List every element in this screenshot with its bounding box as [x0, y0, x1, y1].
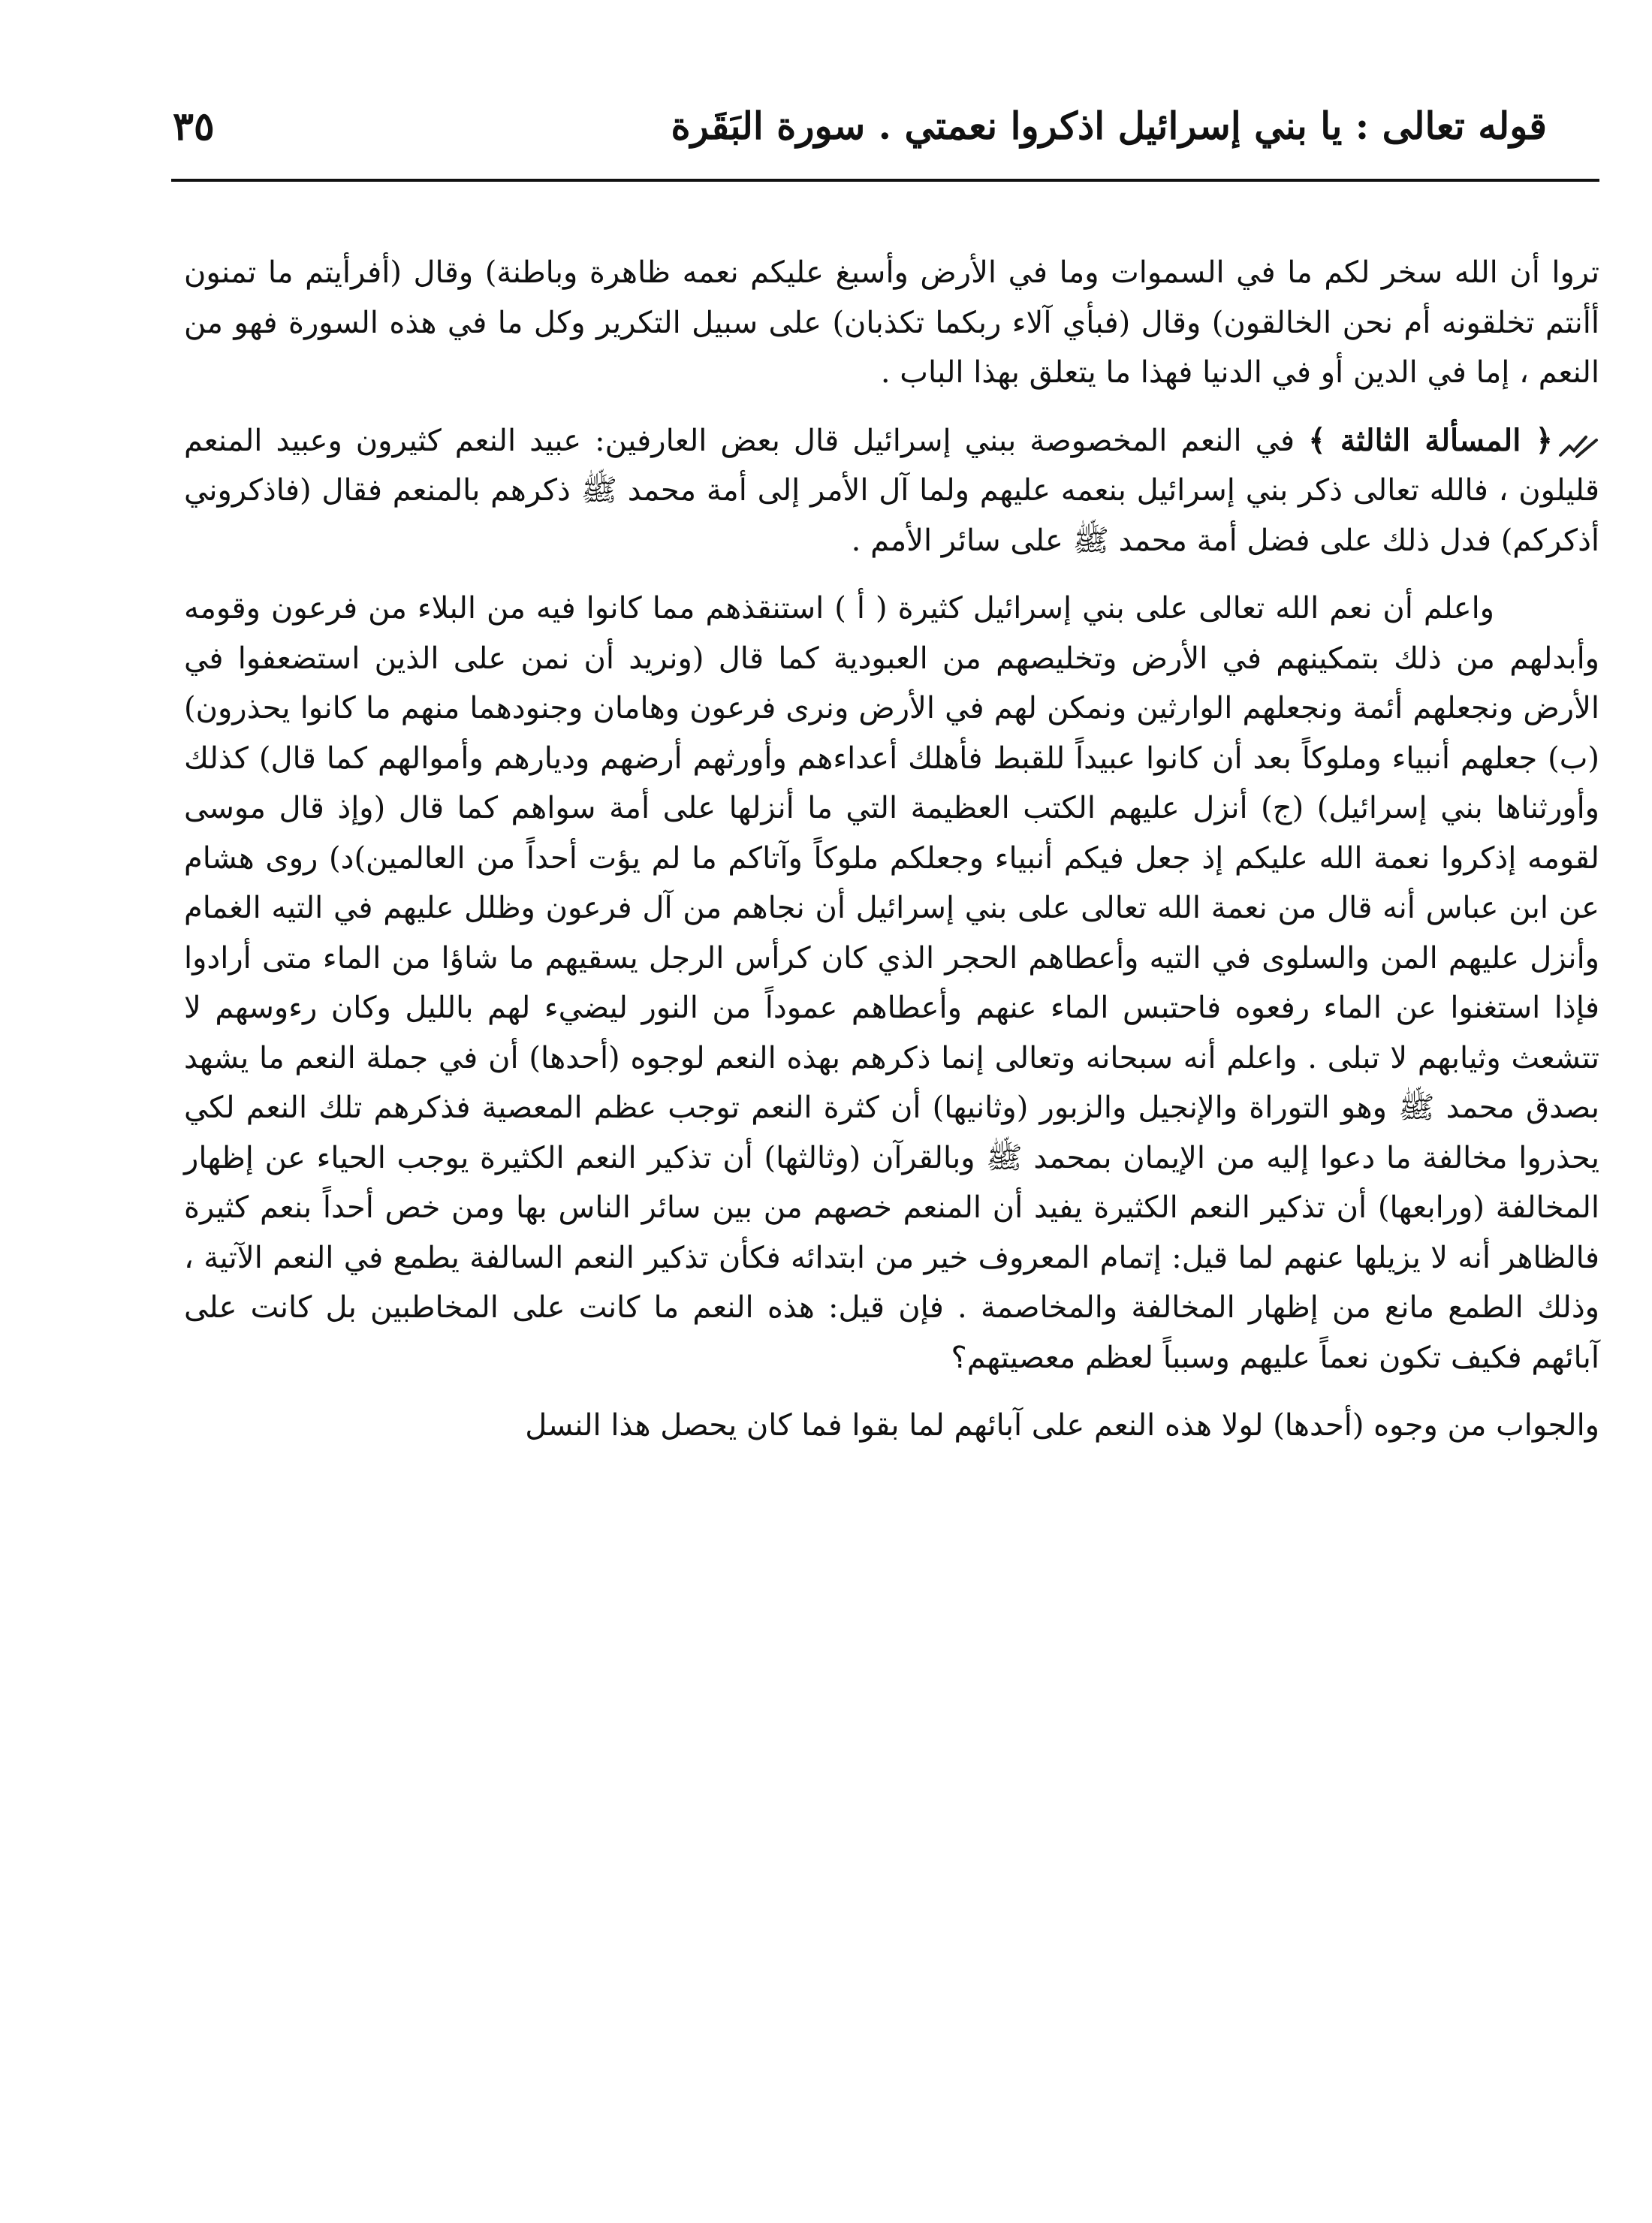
paragraph-4: والجواب من وجوه (أحدها) لولا هذه النعم على آبائهم لما بقوا فما كان يحصل هذا النسل: [525, 1408, 1599, 1443]
section-heading: ﴿ المسألة الثالثة ﴾: [1308, 422, 1554, 458]
main-text: [184, 248, 1599, 1451]
header-title: قوله تعالى : يا بني إسرائيل اذكروا نعمتي . سورة البَقَرة: [671, 104, 1547, 148]
running-header: [173, 104, 1547, 164]
paragraph-2: [184, 416, 1599, 566]
paragraph-2-text: في النعم المخصوصة ببني إسرائيل قال بعض العارفين: عبيد النعم كثيرون وعبيد المنعم قليلون ، فالله تعالى ذكر بني إسرائيل بنعمه عليهم ولما آل الأمر إلى أمة محمد ﷺ ذكرهم بالمنعم فقال (فاذكروني أذكركم) فدل ذلك على فضل أمة محمد ﷺ على سائر الأمم .: [184, 423, 1599, 558]
page-number: ٣٥: [173, 104, 215, 149]
header-divider: [171, 179, 1599, 182]
paragraph-3: واعلم أن نعم الله تعالى على بني إسرائيل كثيرة ( أ ) استنقذهم مما كانوا فيه من البلاء من فرعون وقومه وأبدلهم من ذلك بتمكينهم في الأرض وتخليصهم من العبودية كما قال (ونريد أن نمن على الذين استضعفوا في الأرض ونجعلهم أئمة ونجعلهم الوارثين ونمكن لهم في الأرض ونرى فرعون وهامان وجنودهما منهم ما كانوا يحذرون) (ب) جعلهم أنبياء وملوكاً بعد أن كانوا عبيداً للقبط فأهلك أعداءهم وأورثهم أرضهم وديارهم وأموالهم كما قال) كذلك وأورثناها بني إسرائيل) (ج) أنزل عليهم الكتب العظيمة التي ما أنزلها على أمة سواهم كما قال (وإذ قال موسى لقومه إذكروا نعمة الله عليكم إذ جعل فيكم أنبياء وجعلكم ملوكاً وآتاكم ما لم يؤت أحداً من العالمين)د) روى هشام عن ابن عباس أنه قال من نعمة الله تعالى على بني إسرائيل أن نجاهم من آل فرعون وظلل عليهم في التيه الغمام وأنزل عليهم المن والسلوى في التيه وأعطاهم الحجر الذي كان كرأس الرجل يسقيهم ما شاؤا من الماء متى أرادوا فإذا استغنوا عن الماء رفعوه فاحتبس الماء عنهم وأعطاهم عموداً من النور ليضيء لهم بالليل وكان رءوسهم لا تتشعث وثيابهم لا تبلى . واعلم أنه سبحانه وتعالى إنما ذكرهم بهذه النعم لوجوه (أحدها) أن في جملة النعم ما يشهد بصدق محمد ﷺ وهو التوراة والإنجيل والزبور (وثانيها) أن كثرة النعم توجب عظم المعصية فذكرهم تلك النعم لكي يحذروا مخالفة ما دعوا إليه من الإيمان بمحمد ﷺ وبالقرآن (وثالثها) أن تذكير النعم الكثيرة يوجب الحياء عن إظهار المخالفة (ورابعها) أن تذكير النعم الكثيرة يفيد أن المنعم خصهم من بين سائر الناس بها ومن خص أحداً بنعم كثيرة فالظاهر أنه لا يزيلها عنهم لما قيل: إتمام المعروف خير من ابتدائه فكأن تذكير النعم السالفة يطمع في النعم الآتية ، وذلك الطمع مانع من إظهار المخالفة والمخاصمة . فإن قيل: هذه النعم ما كانت على المخاطبين بل كانت على آبائهم فكيف تكون نعماً عليهم وسبباً لعظم معصيتهم؟: [184, 591, 1600, 1375]
paragraph-1: تروا أن الله سخر لكم ما في السموات وما في الأرض وأسبغ عليكم نعمه ظاهرة وباطنة) وقال (أفرأيتم ما تمنون أأنتم تخلقونه أم نحن الخالقون) وقال (فبأي آلاء ربكما تكذبان) على سبيل التكرير وكل ما في هذه السورة فهو من النعم ، إما في الدين أو في الدنيا فهذا ما يتعلق بهذا الباب .: [184, 255, 1599, 390]
handwritten-check-mark-icon: [1557, 428, 1599, 458]
